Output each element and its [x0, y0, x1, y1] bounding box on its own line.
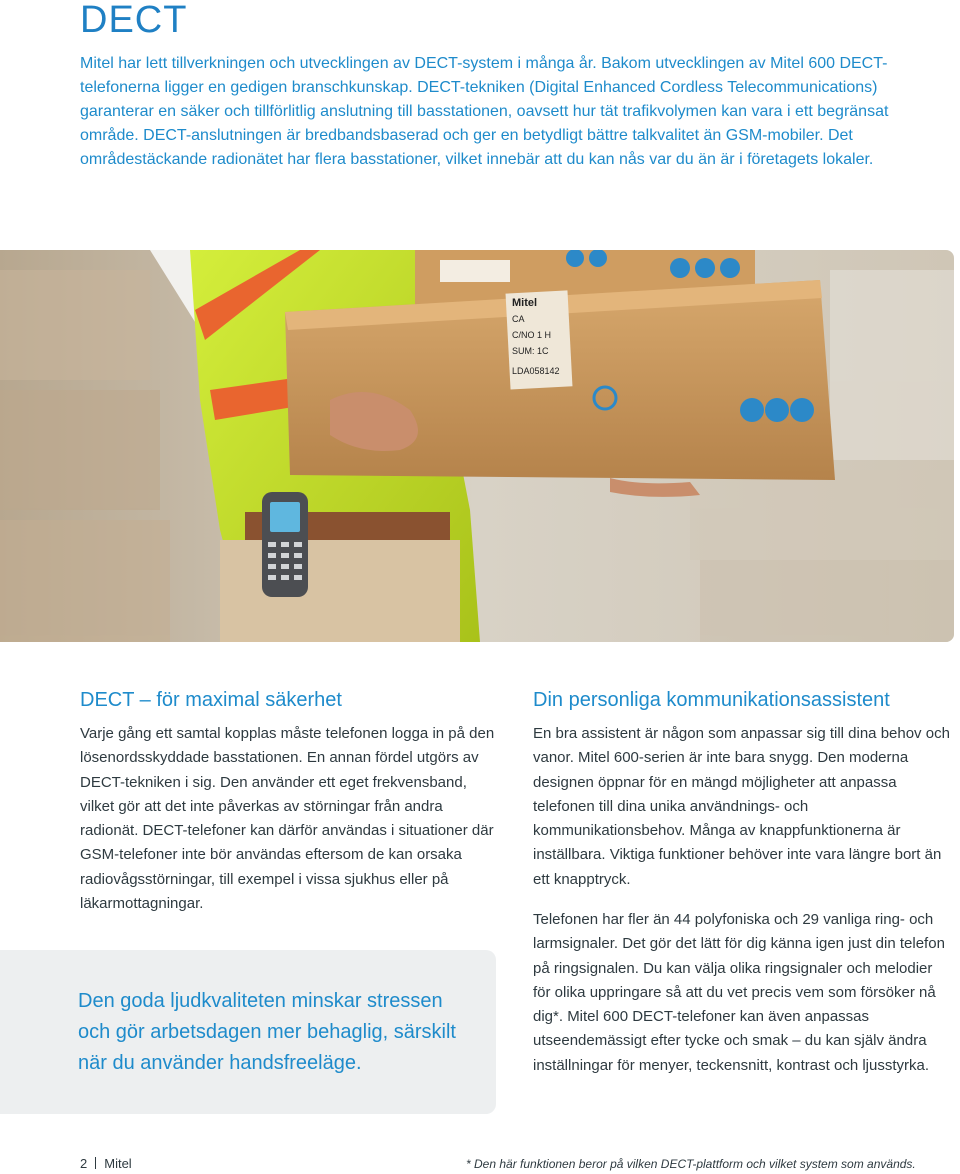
footnote: * Den här funktionen beror på vilken DECT-plattform och vilket system som används. — [466, 1157, 916, 1171]
box-line-1: CA — [512, 314, 525, 324]
page-number: 2 — [80, 1156, 88, 1171]
box-label: Mitel — [512, 297, 538, 309]
page-footer — [80, 1155, 132, 1173]
page-title: DECT — [80, 0, 188, 41]
right-heading: Din personliga kommunikationsassistent — [533, 689, 890, 711]
intro-paragraph: Mitel har lett tillverkningen och utvecklingen av DECT-system i många år. Bakom utvecklingen av Mitel 600 DECT-telefonerna ligger en gedigen branschkunskap. DECT-tekniken (Digital Enhanced Cordless Telecommunications) garanterar en säker och tillförlitlig anslutning till basstationen, oavsett hur tät trafikvolymen kan vara i ett begränsat område. DECT-anslutningen är bredbandsbaserad och ger en betydligt bättre talkvalitet än GSM-mobiler. Det områdestäckande radionätet har flera basstationer, vilket innebär att du kan nås var du än är i företagets lokaler. — [80, 55, 889, 168]
right-body-2: Telefonen har fler än 44 polyfoniska och 29 vanliga ring- och larmsignaler. Det gör det lätt för dig känna igen just din telefon på ringsignalen. Du kan välja olika ringsignaler och melodier för olika uppringare så att du vet precis vem som försöker nå dig*. Mitel 600 DECT-telefoner kan även anpassas utseendemässigt efter tycke och smak – du kan själv ändra inställningar för menyer, teckensnitt, kontrast och ljusstyrka. — [533, 911, 945, 1074]
left-heading: DECT – för maximal säkerhet — [80, 689, 342, 711]
footer-brand: Mitel — [104, 1156, 132, 1171]
right-body-1: En bra assistent är någon som anpassar sig till dina behov och vanor. Mitel 600-serien är inte bara snygg. Den moderna designen öppnar för en mängd möjligheter att anpassa telefonen till dina unika användnings- och kommunikationsbehov. Många av knappfunktionerna är inställbara. Viktiga funktioner behöver inte vara längre bort än ett knapptryck. — [533, 725, 950, 888]
footer-divider — [95, 1157, 96, 1169]
pull-quote: Den goda ljudkvaliteten minskar stressen och gör arbetsdagen mer behaglig, särskilt när du använder handsfreeläge. — [78, 990, 456, 1074]
box-line-3: SUM: 1C — [512, 346, 549, 356]
warehouse-photo — [0, 250, 954, 642]
box-line-2: C/NO 1 H — [512, 330, 552, 340]
box-line-4: LDA058142 — [512, 366, 560, 376]
left-body: Varje gång ett samtal kopplas måste telefonen logga in på den lösenordsskyddade basstationen. En annan fördel utgörs av DECT-tekniken i sig. Den använder ett eget frekvensband, vilket gör att det inte påverkas av störningar från andra radionät. DECT-telefoner kan därför användas i situationer där GSM-telefoner inte bör användas eftersom de kan orsaka radiovågsstörningar, till exempel i vissa sjukhus eller på läkarmottagningar. — [80, 725, 495, 913]
